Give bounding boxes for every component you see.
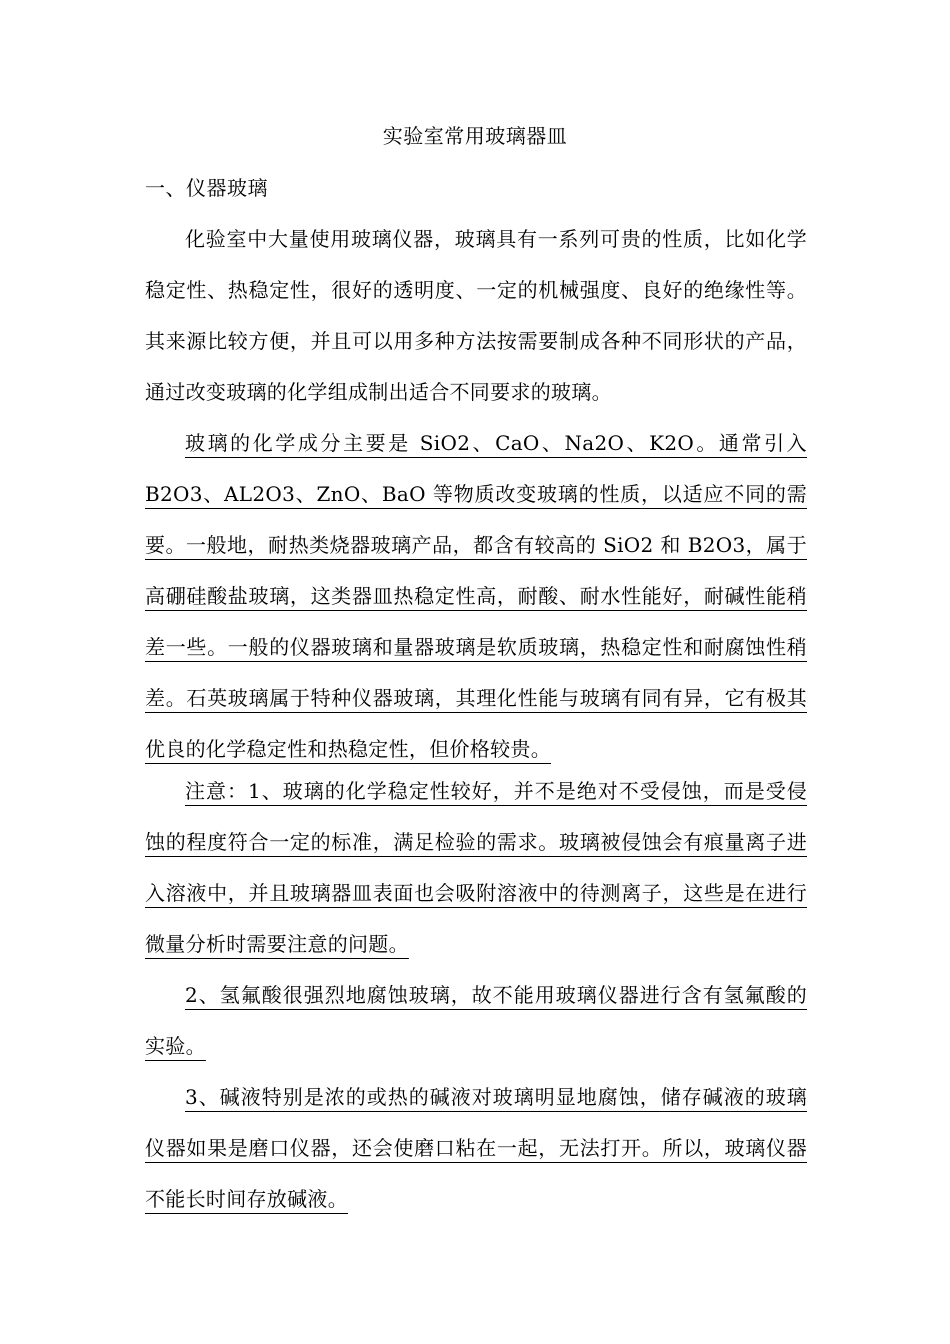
document-title: 实验室常用玻璃器皿: [382, 124, 568, 148]
paragraph-note-1-text: 注意：1、玻璃的化学稳定性较好，并不是绝对不受侵蚀，而是受侵蚀的程度符合一定的标准，满足检验的需求。玻璃被侵蚀会有痕量离子进入溶液中，并且玻璃器皿表面也会吸附溶液中的待测离子，这些是在进行微量分析时需要注意的问题。: [145, 779, 807, 956]
section-heading: 一、仪器玻璃: [145, 176, 268, 200]
paragraph-note-3-text: 3、碱液特别是浓的或热的碱液对玻璃明显地腐蚀，储存碱液的玻璃仪器如果是磨口仪器，还会使磨口粘在一起，无法打开。所以，玻璃仪器不能长时间存放碱液。: [145, 1085, 807, 1211]
paragraph-note-2-text: 2、氢氟酸很强烈地腐蚀玻璃，故不能用玻璃仪器进行含有氢氟酸的实验。: [145, 983, 807, 1058]
paragraph-note-3: [145, 1072, 807, 1225]
paragraph-composition: [145, 418, 807, 775]
paragraph-note-2: [145, 970, 807, 1072]
paragraph-note-1: [145, 766, 807, 970]
paragraph-intro-text: 化验室中大量使用玻璃仪器，玻璃具有一系列可贵的性质，比如化学稳定性、热稳定性，很好的透明度、一定的机械强度、良好的绝缘性等。其来源比较方便，并且可以用多种方法按需要制成各种不同形状的产品，通过改变玻璃的化学组成制出适合不同要求的玻璃。: [145, 227, 807, 404]
paragraph-intro: [145, 214, 807, 418]
paragraph-composition-text: 玻璃的化学成分主要是 SiO2、CaO、Na2O、K2O。通常引入 B2O3、AL2O3、ZnO、BaO 等物质改变玻璃的性质，以适应不同的需要。一般地，耐热类烧器玻璃产品，都含有较高的 SiO2 和 B2O3，属于高硼硅酸盐玻璃，这类器皿热稳定性高，耐酸、耐水性能好，耐碱性能稍差一些。一般的仪器玻璃和量器玻璃是软质玻璃，热稳定性和耐腐蚀性稍差。石英玻璃属于特种仪器玻璃，其理化性能与玻璃有同有异，它有极其优良的化学稳定性和热稳定性，但价格较贵。: [145, 431, 807, 761]
